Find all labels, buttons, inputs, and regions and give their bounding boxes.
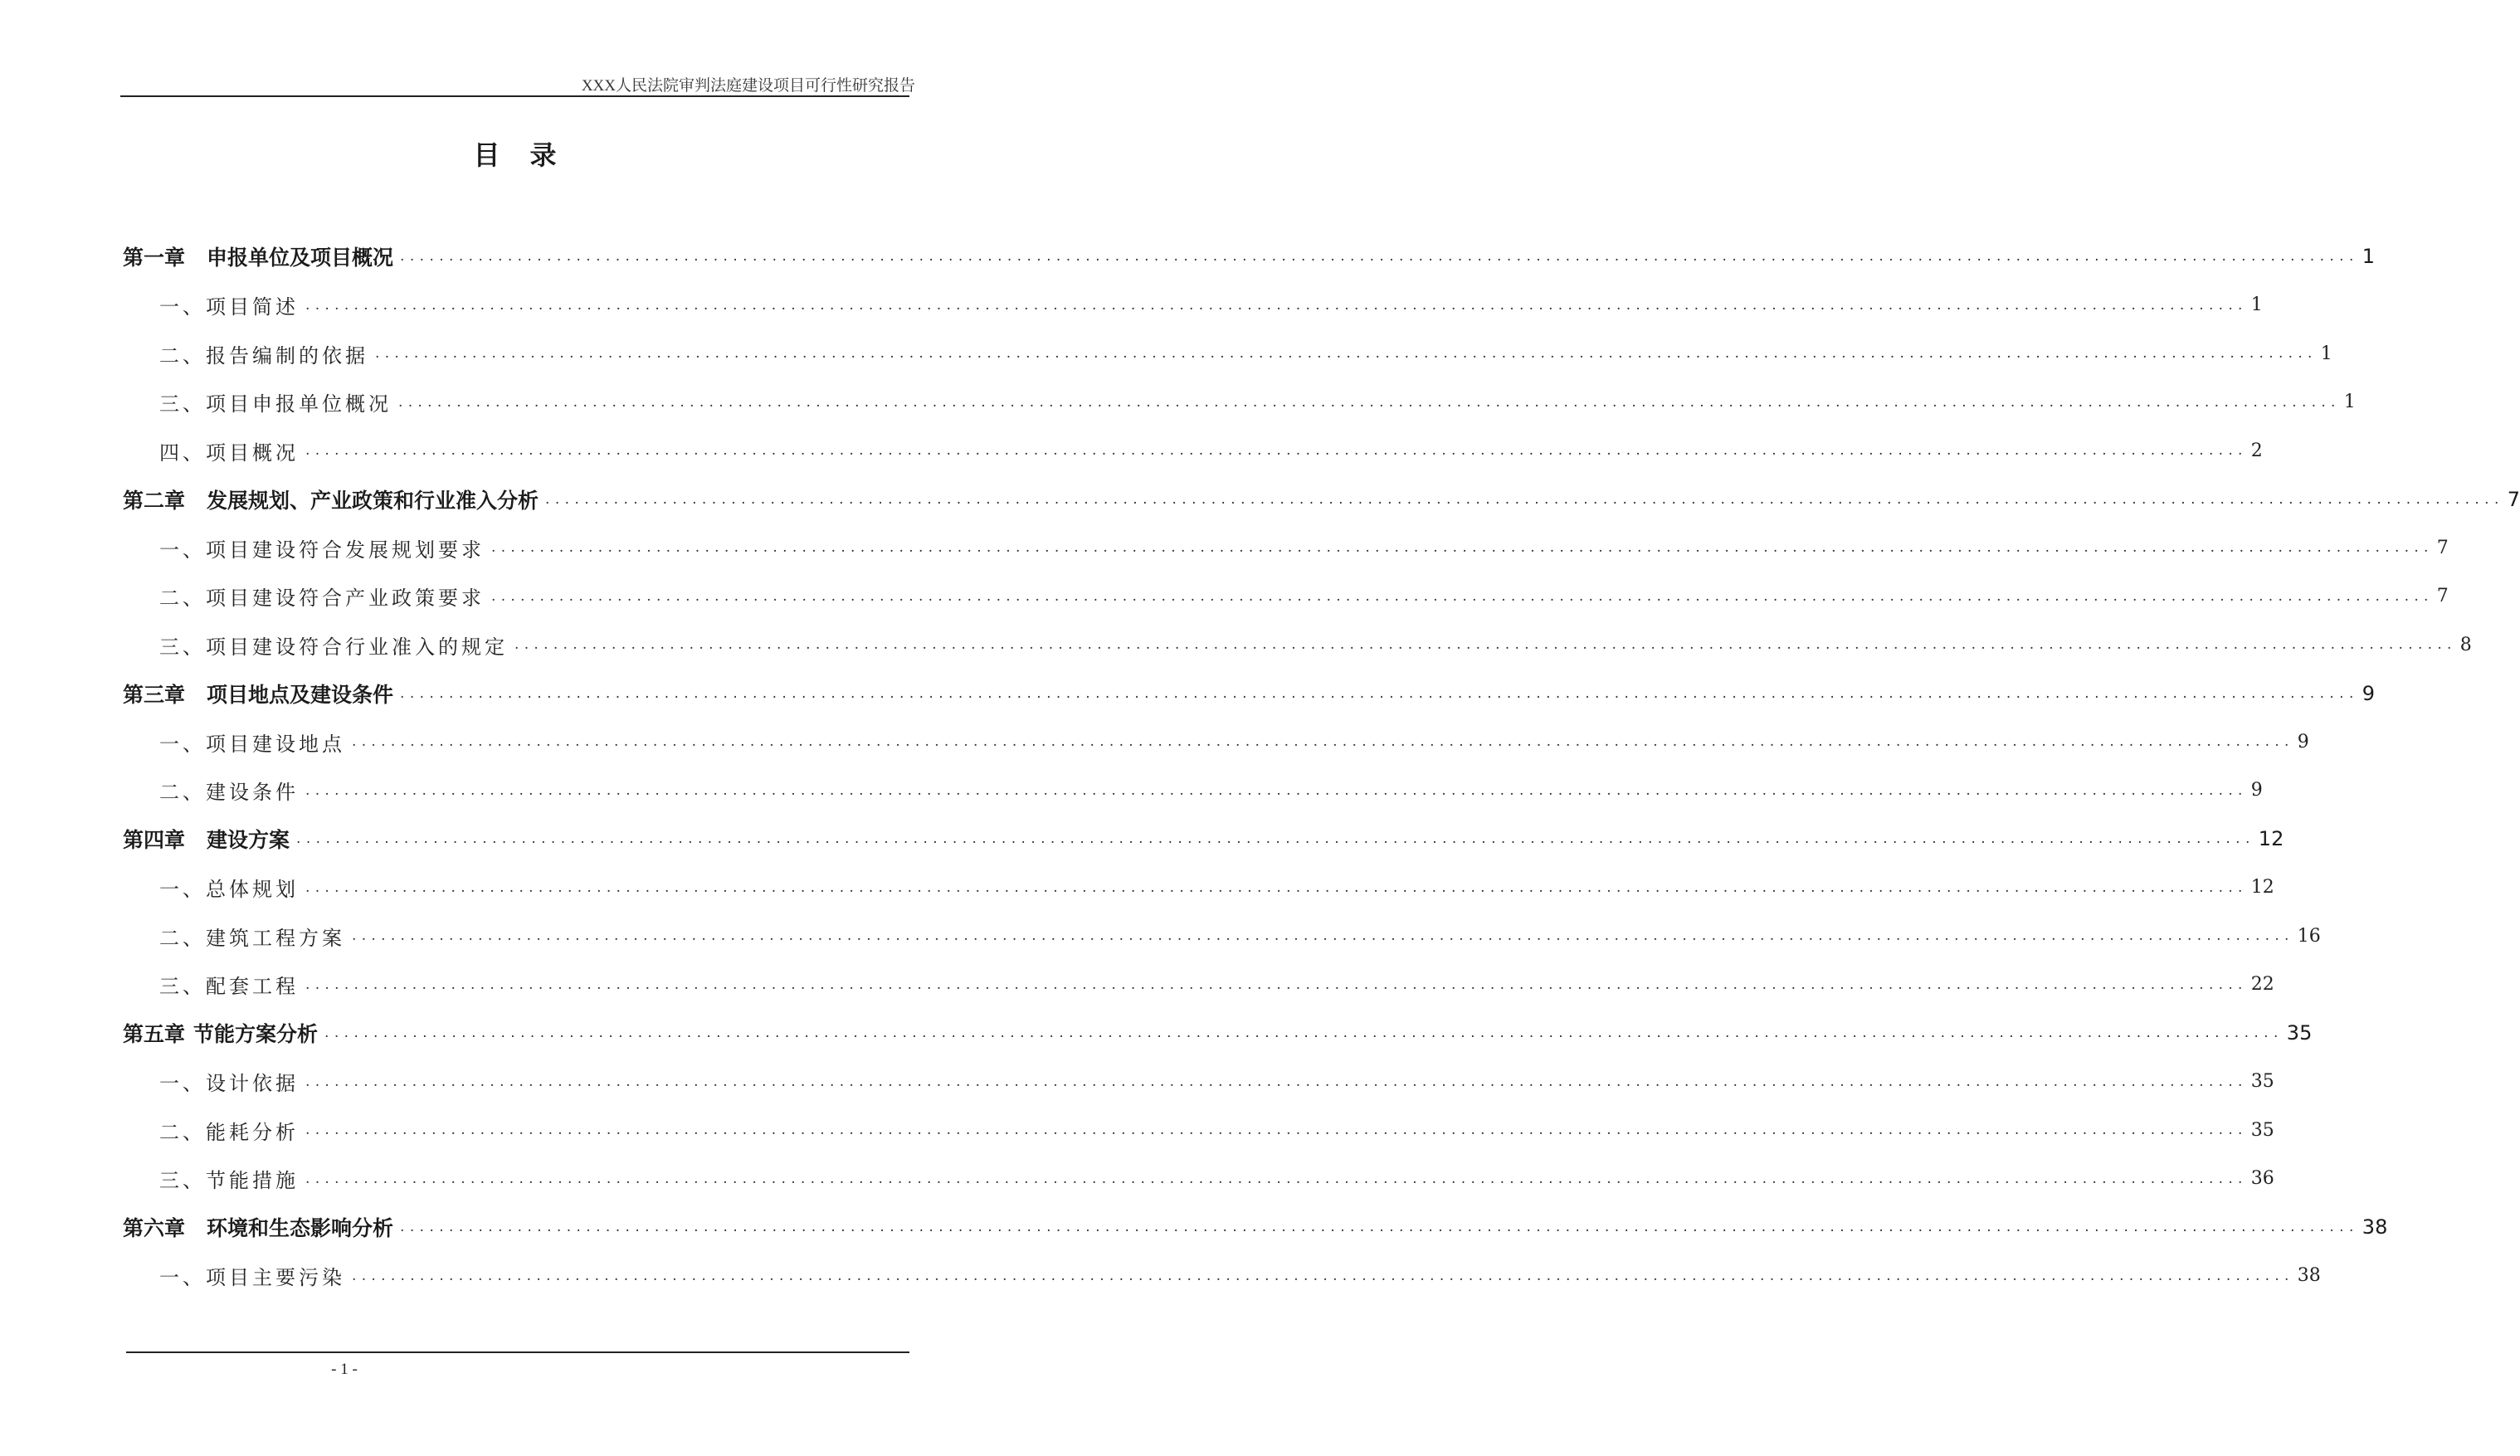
toc-page-number: 9	[2362, 681, 2376, 705]
running-header: XXX人民法院审判法庭建设项目可行性研究报告	[581, 77, 915, 95]
toc-entry-text	[159, 1116, 305, 1145]
toc-entry-title: 二、建筑工程方案	[159, 926, 345, 950]
toc-entry-title: 二、项目建设符合产业政策要求	[159, 587, 485, 611]
toc-entry-text	[159, 970, 305, 999]
toc-dot-leader: ........................................................................................................................................................................................................	[352, 733, 2294, 751]
toc-entry-title: 一、设计依据	[159, 1072, 299, 1096]
toc-section-entry[interactable]	[123, 1058, 2274, 1107]
toc-section-entry[interactable]	[123, 329, 2332, 378]
toc-section-entry[interactable]	[123, 1155, 2274, 1204]
toc-page-number: 38	[2297, 1265, 2321, 1287]
page-title-left: 目	[473, 139, 500, 171]
toc-entry-text	[159, 776, 305, 805]
toc-page-number: 35	[2250, 1119, 2274, 1141]
toc-page-number: 8	[2459, 634, 2472, 655]
toc-page-number: 1	[2362, 245, 2376, 269]
toc-entry-text	[123, 1212, 400, 1242]
toc-entry-title: 建设方案	[207, 828, 290, 853]
toc-dot-leader: ........................................................................................................................................................................................................	[324, 1025, 2284, 1042]
toc-page-number: 35	[2250, 1071, 2274, 1093]
toc-dot-leader: ........................................................................................................................................................................................................	[305, 1073, 2248, 1090]
toc-section-entry[interactable]	[123, 864, 2274, 913]
toc-page-number: 9	[2297, 731, 2309, 752]
toc-entry-text	[159, 436, 305, 465]
footer-rule	[126, 1351, 909, 1353]
toc-section-entry[interactable]	[123, 718, 2309, 767]
footer-page-number: - 1 -	[331, 1361, 358, 1378]
toc-entry-text	[123, 1018, 324, 1048]
toc-entry-text	[159, 533, 491, 562]
toc-chapter-entry[interactable]	[123, 1203, 2388, 1252]
toc-chapter-entry[interactable]	[123, 815, 2284, 864]
toc-entry-text	[123, 241, 400, 271]
toc-entry-title: 四、项目概况	[159, 441, 299, 465]
toc-entry-text	[159, 922, 352, 951]
toc-section-entry[interactable]	[123, 281, 2263, 330]
toc-page-number: 7	[2436, 537, 2449, 558]
toc-entry-text	[123, 485, 545, 514]
toc-dot-leader: ........................................................................................................................................................................................................	[491, 587, 2434, 605]
toc-page-number: 1	[2250, 295, 2263, 316]
header-rule	[120, 95, 909, 97]
toc-page-number: 1	[2343, 392, 2356, 413]
toc-entry-title: 一、项目简述	[159, 295, 299, 319]
toc-chapter-number: 第一章	[123, 246, 186, 270]
toc-section-entry[interactable]	[123, 767, 2263, 816]
toc-section-entry[interactable]	[123, 1252, 2321, 1301]
toc-entry-title: 二、能耗分析	[159, 1120, 299, 1144]
toc-entry-text	[159, 290, 305, 319]
toc-chapter-entry[interactable]	[123, 670, 2376, 718]
toc-chapter-entry[interactable]	[123, 475, 2520, 524]
toc-entry-text	[159, 1067, 305, 1096]
toc-entry-title: 三、项目建设符合行业准入的规定	[159, 635, 508, 659]
toc-dot-leader: ........................................................................................................................................................................................................	[491, 539, 2434, 557]
toc-chapter-number: 第二章	[123, 488, 186, 513]
toc-dot-leader: ........................................................................................................................................................................................................	[514, 636, 2457, 654]
toc-entry-title: 申报单位及项目概况	[207, 246, 394, 270]
toc-dot-leader: ........................................................................................................................................................................................................	[305, 1170, 2248, 1187]
toc-dot-leader: ........................................................................................................................................................................................................	[305, 879, 2248, 896]
toc-chapter-number: 第四章	[123, 828, 186, 853]
toc-page-number: 12	[2258, 827, 2284, 851]
toc-section-entry[interactable]	[123, 912, 2321, 961]
toc-page-number: 9	[2250, 780, 2263, 801]
toc-page-number: 36	[2250, 1168, 2274, 1190]
toc-entry-title: 发展规划、产业政策和行业准入分析	[207, 488, 539, 513]
toc-page-number: 12	[2250, 877, 2274, 898]
toc-page-number: 7	[2436, 586, 2449, 607]
toc-entry-text	[159, 582, 491, 611]
toc-entry-title: 环境和生态影响分析	[207, 1216, 394, 1241]
toc-page-number: 2	[2250, 440, 2263, 461]
toc-entry-title: 二、报告编制的依据	[159, 343, 368, 368]
toc-entry-title: 一、项目建设符合发展规划要求	[159, 538, 485, 562]
table-of-contents	[123, 232, 2520, 1300]
toc-entry-text	[159, 339, 375, 368]
toc-entry-title: 一、项目建设地点	[159, 732, 345, 756]
page-title	[0, 134, 1030, 173]
toc-dot-leader: ........................................................................................................................................................................................................	[305, 296, 2248, 314]
toc-entry-title: 一、项目主要污染	[159, 1266, 345, 1290]
toc-entry-title: 节能方案分析	[193, 1022, 319, 1047]
toc-dot-leader: ........................................................................................................................................................................................................	[305, 976, 2248, 993]
toc-entry-text	[159, 387, 398, 416]
toc-entry-title: 二、建设条件	[159, 781, 299, 805]
toc-entry-text	[123, 679, 400, 709]
toc-dot-leader: ........................................................................................................................................................................................................	[352, 1267, 2294, 1284]
toc-dot-leader: ........................................................................................................................................................................................................	[305, 442, 2248, 460]
toc-dot-leader: ........................................................................................................................................................................................................	[400, 684, 2359, 702]
toc-page-number: 7	[2507, 487, 2520, 511]
toc-dot-leader: ........................................................................................................................................................................................................	[352, 928, 2294, 945]
toc-section-entry[interactable]	[123, 426, 2263, 475]
toc-section-entry[interactable]	[123, 961, 2274, 1010]
toc-entry-title: 三、节能措施	[159, 1169, 299, 1193]
toc-dot-leader: ........................................................................................................................................................................................................	[305, 1122, 2248, 1139]
toc-entry-text	[123, 824, 296, 854]
page-title-right: 录	[529, 139, 557, 171]
toc-chapter-number: 第六章	[123, 1216, 186, 1241]
toc-entry-title: 项目地点及建设条件	[207, 682, 394, 707]
toc-dot-leader: ........................................................................................................................................................................................................	[296, 830, 2255, 848]
toc-dot-leader: ........................................................................................................................................................................................................	[400, 248, 2359, 265]
toc-chapter-entry[interactable]	[123, 1009, 2313, 1058]
toc-entry-text	[159, 873, 305, 902]
toc-page-number: 1	[2320, 343, 2332, 364]
toc-entry-text	[159, 1164, 305, 1193]
toc-entry-text	[159, 728, 352, 757]
toc-dot-leader: ........................................................................................................................................................................................................	[305, 782, 2248, 799]
toc-page-number: 16	[2297, 925, 2321, 947]
toc-section-entry[interactable]	[123, 572, 2449, 621]
toc-section-entry[interactable]	[123, 1106, 2274, 1155]
toc-section-entry[interactable]	[123, 378, 2356, 427]
toc-entry-text	[159, 1261, 352, 1290]
toc-section-entry[interactable]	[123, 621, 2472, 670]
toc-chapter-number: 第五章	[123, 1022, 186, 1047]
toc-page-number: 22	[2250, 974, 2274, 996]
toc-section-entry[interactable]	[123, 523, 2449, 572]
toc-page-number: 38	[2362, 1215, 2388, 1239]
toc-entry-title: 三、项目申报单位概况	[159, 392, 392, 416]
toc-chapter-entry[interactable]	[123, 232, 2376, 281]
toc-dot-leader: ........................................................................................................................................................................................................	[545, 490, 2504, 508]
toc-entry-title: 一、总体规划	[159, 878, 299, 902]
toc-entry-text	[159, 631, 514, 660]
toc-dot-leader: ........................................................................................................................................................................................................	[400, 1219, 2359, 1236]
toc-entry-title: 三、配套工程	[159, 975, 299, 999]
toc-page-number: 35	[2286, 1021, 2313, 1045]
toc-dot-leader: ........................................................................................................................................................................................................	[375, 345, 2318, 363]
toc-chapter-number: 第三章	[123, 682, 186, 707]
toc-dot-leader: ........................................................................................................................................................................................................	[398, 393, 2341, 411]
